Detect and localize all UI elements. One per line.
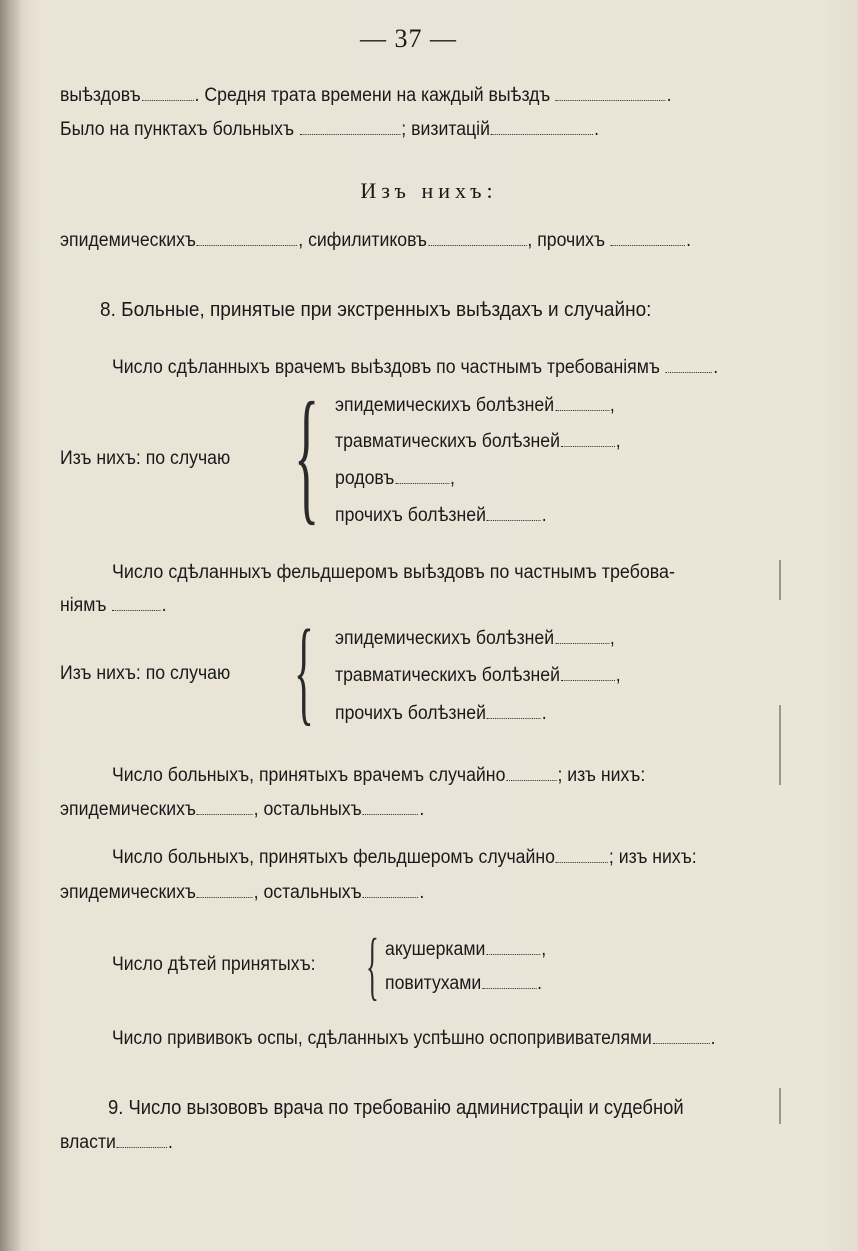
item-label: прочихъ болѣзней [335,703,486,724]
item-label: прочихъ болѣзней [335,505,486,526]
item-end: , [609,395,615,416]
trips-line [60,84,858,108]
item-end: , [541,939,547,960]
item-end: . [537,973,542,994]
line-end: . [168,1132,173,1153]
fill-dots [363,800,419,815]
fill-dots [142,86,194,101]
item-label: эпидемическихъ болѣзней [335,628,555,649]
children-village-midwives [385,972,858,996]
fill-dots [428,231,527,246]
others-label: , остальныхъ [253,799,362,820]
item-label: эпидемическихъ болѣзней [335,395,555,416]
group2-item [335,664,858,688]
item-end: . [541,505,547,526]
fill-dots [197,800,253,815]
fill-dots [197,883,253,898]
fill-dots [197,231,297,246]
vaccinations-label: Число прививокъ оспы, сдѣланныхъ успѣшно оспопрививателями [112,1028,652,1049]
margin-mark [779,560,781,600]
fill-dots [117,1133,167,1148]
disease-breakdown-line [60,229,858,253]
visits-label: ; визитацій [401,119,490,140]
avg-time-label: . Средня трата времени на каждый выѣздъ [194,85,551,106]
doctor-patients-label: Число больныхъ, принятыхъ врачемъ случайно [112,765,506,786]
feldsher-patients-line [112,846,858,870]
children-label: Число дѣтей принятыхъ: [112,954,316,975]
item-end: . [541,703,547,724]
fill-dots [556,848,608,863]
fill-dots [555,629,609,644]
midwives-label: акушерками [385,939,486,960]
doctor-trips-line: Число сдѣланныхъ врачемъ выѣздовъ по частнымъ требованіямъ . [112,357,719,378]
feldsher-trips-line: Число сдѣланныхъ фельдшеромъ выѣздовъ по частнымъ требова- [112,562,675,583]
fill-dots [653,1029,710,1044]
feldsher-patients-line-2 [60,881,858,905]
brace: { [366,924,379,1008]
line-end: . [594,119,600,140]
doctor-patients-line [112,764,858,788]
line-end: . [710,1028,716,1049]
fill-dots [486,940,540,955]
vaccinations-line [112,1027,858,1051]
epidemic-label: эпидемическихъ [60,882,196,903]
group2-label: Изъ нихъ: по случаю [60,663,231,684]
fill-dots [487,704,541,719]
doctor-patients-line-2 [60,798,858,822]
group2-item [335,627,858,651]
line-end: . [666,85,672,106]
village-midwives-label: повитухами [385,973,482,994]
patients-at-points-line [60,118,858,142]
group1-item [335,467,858,491]
fill-dots [487,506,541,521]
fill-dots [482,974,536,989]
item-label: родовъ [335,468,395,489]
fill-dots [555,396,609,411]
fill-dots [666,358,713,373]
fill-dots [395,469,449,484]
patients-at-points-label: Было на пунктахъ больныхъ [60,119,295,140]
section-9-line-2 [60,1131,858,1155]
feldsher-patients-label: Число больныхъ, принятыхъ фельдшеромъ случайно [112,847,555,868]
brace: { [294,372,320,538]
margin-mark [779,705,781,785]
fill-dots [506,766,556,781]
line-end: . [419,882,425,903]
margin-mark [779,1088,781,1124]
item-end: , [615,431,621,452]
from-them-heading: Изъ нихъ: [360,178,498,203]
group1-item [335,504,858,528]
authorities-label: власти [60,1132,116,1153]
trips-label: выѣздовъ [60,85,141,106]
line-end: . [686,230,692,251]
fill-dots [112,596,160,611]
item-label: травматическихъ болѣзней [335,665,561,686]
brace: { [294,605,314,736]
of-them-label: ; изъ нихъ: [557,765,646,786]
epidemic-label: эпидемическихъ [60,230,196,251]
section-8-title: 8. Больные, принятые при экстренныхъ выѣздахъ и случайно: [100,299,652,321]
doctor-trips-label: Число сдѣланныхъ врачемъ выѣздовъ по частнымъ требованіямъ [112,357,660,378]
children-midwives [385,938,858,962]
item-label: травматическихъ болѣзней [335,431,561,452]
fill-dots [363,883,419,898]
other-label: , прочихъ [527,230,606,251]
fill-dots [300,120,400,135]
fill-dots [611,231,685,246]
fill-dots [556,86,666,101]
fill-dots [491,120,593,135]
fill-dots [561,666,615,681]
group1-label: Изъ нихъ: по случаю [60,448,231,469]
item-end: , [450,468,455,489]
item-end: , [615,665,621,686]
others-label: , остальныхъ [253,882,362,903]
page-number: — 37 — [360,24,457,53]
of-them-label: ; изъ нихъ: [608,847,697,868]
group1-item [335,430,858,454]
item-end: , [609,628,615,649]
epidemic-label: эпидемическихъ [60,799,196,820]
group1-item [335,394,858,418]
feldsher-trips-cont: ніямъ [60,595,107,616]
fill-dots [561,432,615,447]
line-end: . [419,799,425,820]
feldsher-trips-line-2: ніямъ . [60,595,167,616]
syphilitic-label: , сифилитиковъ [298,230,427,251]
section-9-title: 9. Число вызововъ врача по требованію администраціи и судебной [108,1097,684,1119]
